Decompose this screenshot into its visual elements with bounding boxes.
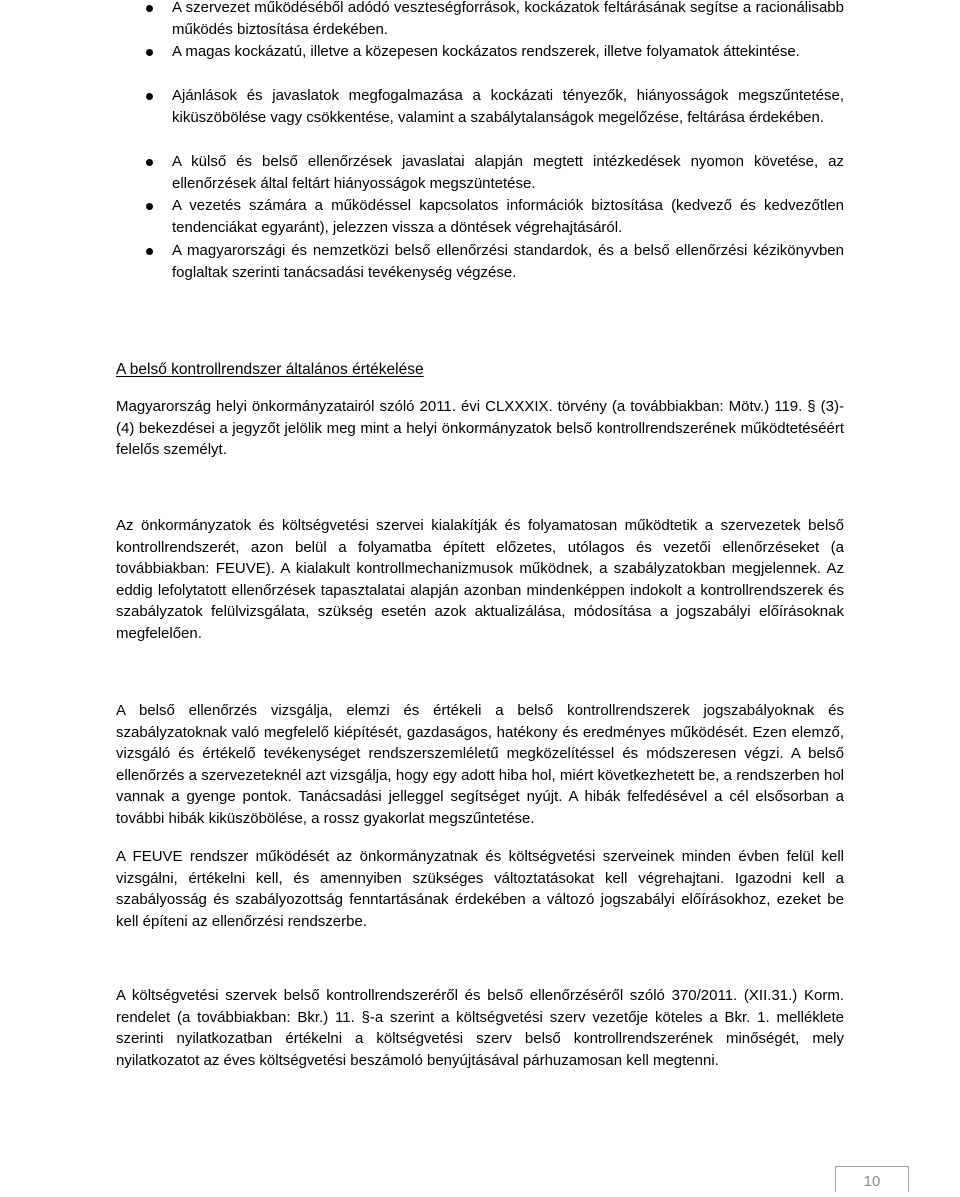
bullet-icon [146, 93, 153, 100]
bullet-text: A magas kockázatú, illetve a közepesen kockázatos rendszerek, illetve folyamatok áttekintése. [172, 43, 800, 60]
section-heading: A belső kontrollrendszer általános értékelése [116, 361, 424, 378]
bullet-item [172, 240, 844, 284]
bullet-text: A külső és belső ellenőrzések javaslatai alapján megtett intézkedések nyomon követése, az ellenőrzések által feltárt hiányosságok megszüntetése. [172, 153, 844, 192]
bullet-text: A vezetés számára a működéssel kapcsolatos információk biztosítása (kedvező és kedvezőtlen tendenciákat egyaránt), jelezzen vissza a döntések végrehajtásáról. [172, 197, 844, 236]
bullet-icon [146, 248, 153, 255]
bullet-icon [146, 5, 153, 12]
bullet-item [172, 0, 844, 41]
paragraph-feuve: Az önkormányzatok és költségvetési szervei kialakítják és folyamatosan működtetik a szervezetek belső kontrollrendszerét, azon belül a folyamatba épített előzetes, utólagos és vezetői ellenőrzéseket (a továbbiakban: FEUVE). A kialakult kontrollmechanizmusok működnek, a szabályzatokban megjelennek. Az eddig lefolytatott ellenőrzések tapasztalatai alapján azonban mindenképpen indokolt a kontrollrendszerek és szabályzatok felülvizsgálata, szükség esetén azok aktualizálása, módosítása a jogszabályi előírásoknak megfelelően. [116, 517, 844, 642]
bullet-item [172, 151, 844, 195]
paragraph-feuve-review: A FEUVE rendszer működését az önkormányzatnak és költségvetési szerveinek minden évben felül kell vizsgálni, értékelni kell, és amennyiben szükséges változtatásokat kell végrehajtani. Igazodni kell a szabályosság és szabályozottság fenntartásának érdekében a változó jogszabályi előírásokhoz, ezeket be kell építeni az ellenőrzési rendszerbe. [116, 848, 844, 930]
page-number: 10 [835, 1166, 909, 1192]
paragraph-internal-audit: A belső ellenőrzés vizsgálja, elemzi és értékeli a belső kontrollrendszerek jogszabályoknak és szabályzatoknak való megfelelő kiépítését, gazdaságos, hatékony és eredményes működését. Ezen elemző, vizsgáló és értékelő tevékenységet rendszerszemléletű megközelítéssel és módszeresen végzi. A belső ellenőrzés a szervezeteknél azt vizsgálja, hogy egy adott hiba hol, miért következhetett be, a rendszerben hol vannak a gyenge pontok. Tanácsadási jelleggel segítséget nyújt. A hibák felfedésével a cél elsősorban a további hibák kiküszöbölése, a rossz gyakorlat megszűntetése. [116, 702, 844, 827]
bullet-icon [146, 159, 153, 166]
bullet-icon [146, 203, 153, 210]
paragraph-legal-basis: Magyarország helyi önkormányzatairól szóló 2011. évi CLXXXIX. törvény (a továbbiakban: Mötv.) 119. § (3)-(4) bekezdései a jegyzőt jelölik meg mint a helyi önkormányzatok belső kontrollrendszerének működtetéséért felelős személyt. [116, 398, 844, 458]
bullet-text: A magyarországi és nemzetközi belső ellenőrzési standardok, és a belső ellenőrzési kézikönyvben foglaltak szerinti tanácsadási tevékenység végzése. [172, 242, 844, 281]
bullet-item [172, 85, 844, 129]
bullet-item [172, 195, 844, 239]
bullet-text: A szervezet működéséből adódó veszteségforrások, kockázatok feltárásának segítse a racionálisabb működés biztosítása érdekében. [172, 0, 844, 38]
bullet-icon [146, 49, 153, 56]
bullet-text: Ajánlások és javaslatok megfogalmazása a kockázati tényezők, hiányosságok megszűntetése, kiküszöbölése vagy csökkentése, valamint a szabálytalanságok megelőzése, feltárása érdekében. [172, 87, 844, 126]
bullet-item [172, 41, 844, 63]
paragraph-bkr-declaration: A költségvetési szervek belső kontrollrendszeréről és belső ellenőrzéséről szóló 370/2011. (XII.31.) Korm. rendelet (a továbbiakban: Bkr.) 11. §-a szerint a költségvetési szerv vezetője köteles a Bkr. 1. melléklete szerinti nyilatkozatban értékelni a költségvetési szerv belső kontrollrendszerének minőségét, mely nyilatkozatot az éves költségvetési beszámoló benyújtásával párhuzamosan kell megtenni. [116, 987, 844, 1069]
